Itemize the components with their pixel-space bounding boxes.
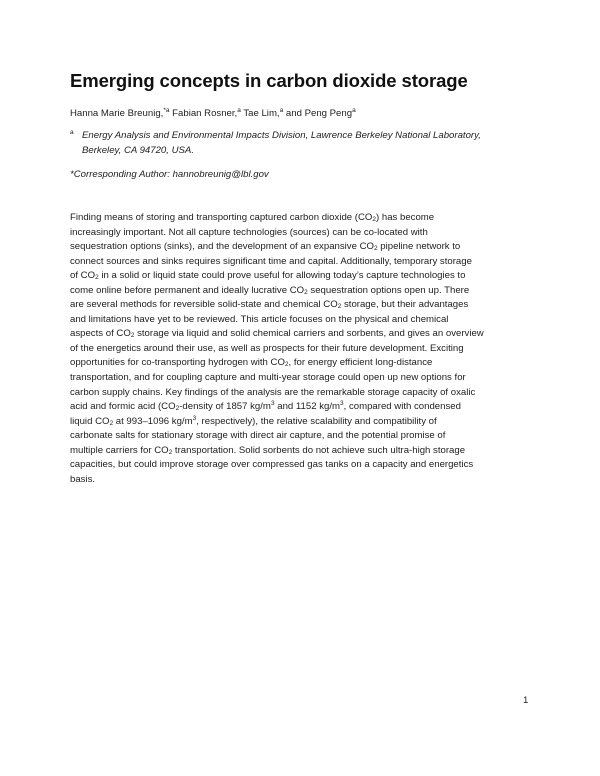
abstract-line: opportunities for co-transporting hydrogen with $CO_2$, for energy efficient long-distance: [70, 357, 433, 369]
abstract-line: acid and formic acid ($CO_2$-density of 1857 $kg/m^3$ and 1152 $kg/m^3$, compared with condensed: [70, 400, 461, 413]
abstract-line: basis.: [70, 473, 96, 485]
abstract-line: Finding means of storing and transporting captured carbon dioxide $(CO_2)$ has become: [70, 212, 435, 223]
paper-title: Emerging concepts in carbon dioxide storage: [70, 70, 468, 91]
abstract-line: liquid $CO_2$ at 993–1096 $kg/m^3$, respectively), the relative scalability and compatibility of: [70, 414, 437, 427]
abstract-line: carbon supply chains. Key findings of the analysis are the remarkable storage capacity of oxalic: [70, 386, 476, 398]
abstract-line: aspects of $CO_2$ storage via liquid and solid chemical carriers and sorbents, and gives an overview: [70, 328, 484, 340]
page-number: 1: [523, 695, 529, 706]
abstract-paragraph: [70, 211, 532, 487]
author-affiliation-mark: *a: [163, 107, 170, 114]
abstract-line: of $CO_2$ in a solid or liquid state could prove useful for allowing today’s capture technologies to: [70, 270, 466, 282]
abstract-line: increasingly important. Not all capture technologies (sources) can be co-located with: [70, 226, 428, 238]
abstract-line: sequestration options (sinks), and the development of an expansive $CO_2$ pipeline network to: [70, 241, 461, 253]
abstract-line: come online before permanent and ideally lucrative $CO_2$ sequestration options open up. There: [70, 284, 470, 296]
author-name: Tae Lim,: [243, 108, 280, 119]
author-affiliation-mark: a: [279, 107, 284, 114]
author-name: Hanna Marie Breunig,: [70, 108, 164, 119]
abstract-line: multiple carriers for $CO_2$ transportation. Solid sorbents do not achieve such ultra-high storage: [70, 444, 466, 456]
author-list: [70, 107, 356, 119]
affiliation-mark: a: [70, 129, 74, 136]
affiliation: [70, 128, 540, 158]
abstract-line: and limitations have yet to be reviewed. This article focuses on the physical and chemical: [70, 313, 449, 325]
abstract-line: are several methods for reversible solid-state and chemical $CO_2$ storage, but their advantages: [70, 299, 469, 311]
abstract-line: capacities, but could improve storage over compressed gas tanks on a capacity and energetics: [70, 459, 474, 471]
abstract-line: of the energetics around their use, as well as prospects for their future development. Exciting: [70, 342, 464, 354]
author-name: Fabian Rosner,: [172, 108, 238, 119]
corresponding-author: *Corresponding Author: hannobreunig@lbl.gov: [70, 169, 269, 180]
author-name: and Peng Peng: [285, 108, 353, 119]
affiliation-line: Energy Analysis and Environmental Impacts Division, Lawrence Berkeley National Laboratory,: [82, 130, 481, 141]
author-affiliation-mark: a: [237, 107, 241, 114]
affiliation-line: Berkeley, CA 94720, USA.: [82, 145, 194, 157]
abstract-line: carbonate salts for stationary storage with direct air capture, and the potential promise of: [70, 430, 446, 442]
abstract-line: transportation, and for coupling capture and multi-year storage could open up new options for: [70, 372, 466, 384]
abstract-line: connect sources and sinks requires significant time and capital. Additionally, temporary storage: [70, 255, 472, 267]
author-affiliation-mark: a: [352, 107, 356, 114]
